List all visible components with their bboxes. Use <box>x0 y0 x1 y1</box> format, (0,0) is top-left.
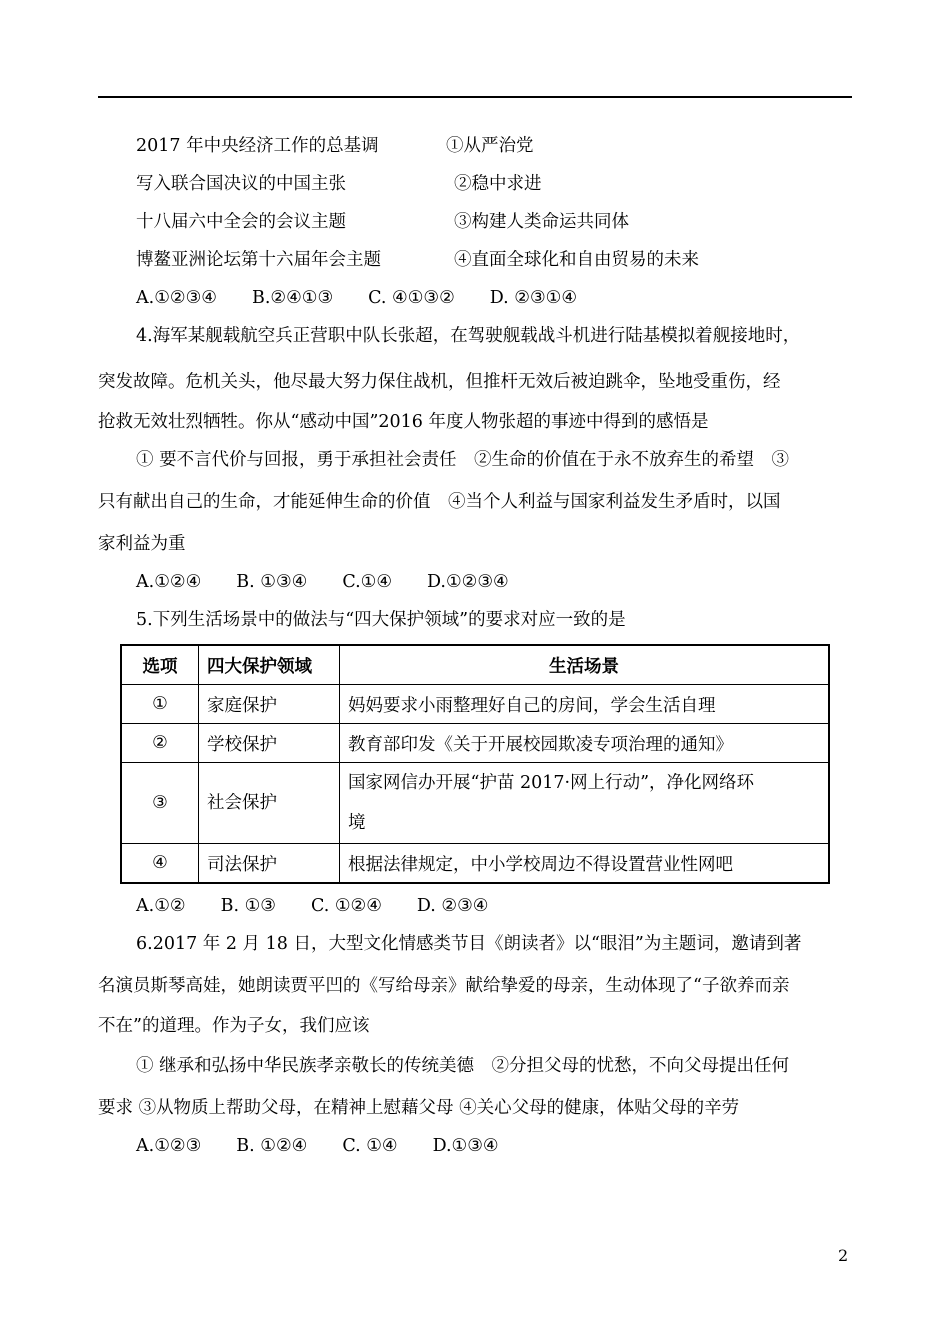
q6-stem-line: 6.2017 年 2 月 18 日，大型文化情感类节目《朗读者》以“眼泪”为主题词，邀请到著 <box>136 934 802 954</box>
table-cell-option: ② <box>121 724 199 763</box>
match-item-right: ④直面全球化和自由贸易的未来 <box>454 250 699 270</box>
protection-table <box>120 644 830 884</box>
q4-stem-line: 4.海军某舰载航空兵正营职中队长张超，在驾驶舰载战斗机进行陆基模拟着舰接地时， <box>136 326 801 346</box>
q6-choice-line: 要求 ③从物质上帮助父母，在精神上慰藉父母 ④关心父母的健康，体贴父母的辛劳 <box>98 1098 740 1118</box>
match-item-left: 博鳌亚洲论坛第十六届年会主题 <box>136 250 381 270</box>
table-cell-scene: 教育部印发《关于开展校园欺凌专项治理的通知》 <box>340 724 830 763</box>
q4-choice-line: 家利益为重 <box>98 534 186 554</box>
match-item-right: ②稳中求进 <box>454 174 542 194</box>
table-row <box>121 724 829 763</box>
q5-stem: 5.下列生活场景中的做法与“四大保护领域”的要求对应一致的是 <box>136 610 626 630</box>
q6-options: A.①②③ B. ①②④ C. ①④ D.①③④ <box>136 1136 499 1156</box>
table-cell-area: 家庭保护 <box>199 685 340 724</box>
table-header-option: 选项 <box>121 645 199 685</box>
q4-stem-line: 抢救无效壮烈牺牲。你从“感动中国”2016 年度人物张超的事迹中得到的感悟是 <box>98 412 709 432</box>
table-cell-area: 社会保护 <box>199 763 340 844</box>
match-item-left: 2017 年中央经济工作的总基调 <box>136 136 379 156</box>
table-cell-option: ④ <box>121 844 199 884</box>
table-cell-scene: 根据法律规定，中小学校周边不得设置营业性网吧 <box>340 844 830 884</box>
q6-stem-line: 不在”的道理。作为子女，我们应该 <box>98 1016 370 1036</box>
q5-options: A.①② B. ①③ C. ①②④ D. ②③④ <box>136 896 489 916</box>
table-cell-option: ③ <box>121 763 199 844</box>
table-cell-scene: 妈妈要求小雨整理好自己的房间，学会生活自理 <box>340 685 830 724</box>
table-cell-area: 学校保护 <box>199 724 340 763</box>
q4-options: A.①②④ B. ①③④ C.①④ D.①②③④ <box>136 572 509 592</box>
match-item-right: ③构建人类命运共同体 <box>454 212 629 232</box>
header-rule <box>98 96 852 98</box>
q4-choice-line: 只有献出自己的生命，才能延伸生命的价值 ④当个人利益与国家利益发生矛盾时，以国 <box>98 492 781 512</box>
match-item-left: 写入联合国决议的中国主张 <box>136 174 346 194</box>
table-header-area: 四大保护领域 <box>199 645 340 685</box>
q4-stem-line: 突发故障。危机关头，他尽最大努力保住战机，但推杆无效后被迫跳伞，坠地受重伤，经 <box>98 372 781 392</box>
table-cell-scene-line: 境 <box>348 813 366 833</box>
table-header-row <box>121 645 829 685</box>
table-header-scene: 生活场景 <box>340 645 830 685</box>
match-options: A.①②③④ B.②④①③ C. ④①③② D. ②③①④ <box>136 288 578 308</box>
q6-stem-line: 名演员斯琴高娃，她朗读贾平凹的《写给母亲》献给挚爱的母亲，生动体现了“子欲养而亲 <box>98 976 790 996</box>
q4-choice-line: ① 要不言代价与回报，勇于承担社会责任 ②生命的价值在于永不放弃生的希望 ③ <box>136 450 790 470</box>
table-cell-scene <box>340 763 830 844</box>
table-row <box>121 685 829 724</box>
table-row <box>121 844 829 884</box>
table-cell-area: 司法保护 <box>199 844 340 884</box>
table-row <box>121 763 829 844</box>
table-cell-scene-line: 国家网信办开展“护苗 2017·网上行动”，净化网络环 <box>348 773 755 793</box>
table-cell-option: ① <box>121 685 199 724</box>
match-item-left: 十八届六中全会的会议主题 <box>136 212 346 232</box>
page-number: 2 <box>838 1246 849 1265</box>
match-item-right: ①从严治党 <box>446 136 534 156</box>
q6-choice-line: ① 继承和弘扬中华民族孝亲敬长的传统美德 ②分担父母的忧愁，不向父母提出任何 <box>136 1056 790 1076</box>
